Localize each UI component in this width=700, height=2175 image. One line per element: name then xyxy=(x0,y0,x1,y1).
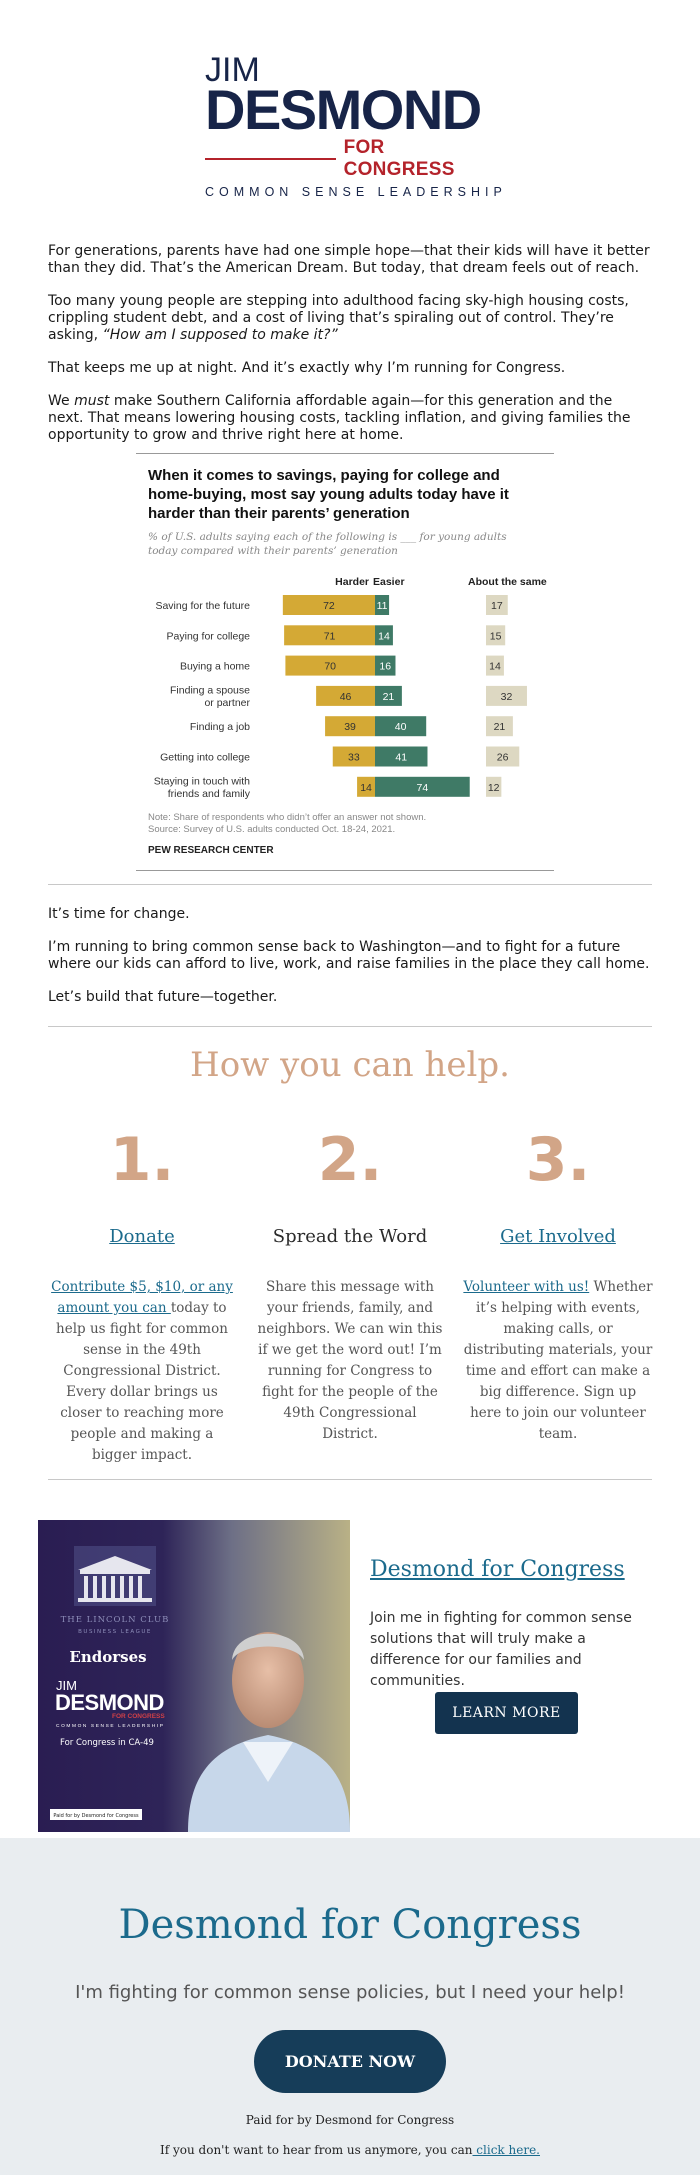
chart-value-same: 26 xyxy=(496,751,509,764)
chart-value-easier: 21 xyxy=(382,690,395,703)
step-number: 1. xyxy=(109,1125,175,1195)
volunteer-link[interactable]: Volunteer with us! xyxy=(463,1279,590,1295)
chart-value-easier: 41 xyxy=(395,751,408,764)
closing-paragraph-1: It’s time for change. xyxy=(48,906,190,922)
chart-value-easier: 40 xyxy=(394,721,407,734)
intro-paragraph-2-text: Too many young people are stepping into adulthood facing sky-high housing costs, crippling student debt, and a cost of living that’s spiraling out of control. They’re asking, xyxy=(48,293,629,343)
logo-for-congress: FOR CONGRESS xyxy=(343,137,455,180)
chart-category-label: Paying for college xyxy=(166,630,250,643)
chart-category-label: Finding a spouse or partner xyxy=(170,684,250,710)
img-desmond: DESMOND xyxy=(55,1690,164,1715)
chart-note-block xyxy=(148,812,426,836)
img-club: THE LINCOLN CLUB xyxy=(60,1615,170,1625)
closing-copy xyxy=(48,906,652,1022)
intro-paragraph-1: For generations, parents have had one simple hope—that their kids will have it better than they did. That’s the American Dream. But today, that dream feels out of reach. xyxy=(48,243,650,276)
closing-paragraph-2: I’m running to bring common sense back to Washington—and to fight for a future where our kids can afford to live, work, and raise families in the place they call home. xyxy=(48,939,650,972)
endorsement-graphic xyxy=(38,1520,350,1832)
chart-category-label: Staying in touch with friends and family xyxy=(153,775,250,801)
chart-value-harder: 14 xyxy=(360,781,372,794)
chart-value-same: 15 xyxy=(489,630,502,643)
chart-value-harder: 72 xyxy=(323,600,335,612)
intro-paragraph-3: That keeps me up at night. And it’s exactly why I’m running for Congress. xyxy=(48,360,566,376)
footer-subtitle: I'm fighting for common sense policies, but I need your help! xyxy=(75,1982,625,2003)
paid-for-notice: Paid for by Desmond for Congress xyxy=(245,2113,455,2127)
spread-body: Share this message with your friends, family, and neighbors. We can win this if we get the word out! I’m running for Congress to fight for the people of the 49th Congressional District. xyxy=(257,1279,443,1442)
divider xyxy=(48,1026,652,1027)
intro-emphasis: must xyxy=(74,393,110,409)
chart-title: When it comes to savings, paying for college and home-buying, most say young adults today have it harder than their parents’ generation xyxy=(148,467,509,522)
chart-value-same: 32 xyxy=(500,690,513,703)
chart-header-same: About the same xyxy=(468,576,547,588)
chart-source: Source: Survey of U.S. adults conducted Oct. 18-24, 2021. xyxy=(148,824,396,835)
chart-value-same: 21 xyxy=(493,721,506,734)
divider xyxy=(48,884,652,885)
chart-value-same: 12 xyxy=(487,781,500,794)
chart-value-harder: 39 xyxy=(344,721,356,734)
chart-category-label: Buying a home xyxy=(179,660,250,673)
chart-value-same: 17 xyxy=(491,600,503,612)
promo-text: Join me in fighting for common sense solutions that will truly make a difference for our families and communities. xyxy=(370,1610,632,1689)
logo-jim: JIM xyxy=(205,51,260,89)
chart-subtitle: % of U.S. adults saying each of the following is ___ for young adults today compared with their parents’ generation xyxy=(148,531,507,557)
img-league: BUSINESS LEAGUE xyxy=(78,1629,152,1635)
help-column-spread xyxy=(255,1125,445,1445)
chart-value-harder: 33 xyxy=(348,751,360,764)
img-district: For Congress in CA-49 xyxy=(60,1738,154,1748)
img-paid: Paid for by Desmond for Congress xyxy=(53,1813,139,1819)
closing-paragraph-3: Let’s build that future—together. xyxy=(48,989,278,1005)
chart-category-label: Finding a job xyxy=(189,721,250,734)
pew-chart xyxy=(136,453,554,871)
chart-category-label: Getting into college xyxy=(160,751,250,764)
chart-value-easier: 14 xyxy=(378,630,390,643)
unsubscribe-text: If you don't want to hear from us anymore, you can xyxy=(160,2143,473,2157)
learn-more-button[interactable]: LEARN MORE xyxy=(435,1692,578,1734)
footer-title: Desmond for Congress xyxy=(118,1902,582,1948)
promo-title-link[interactable]: Desmond for Congress xyxy=(370,1557,625,1582)
step-number: 2. xyxy=(317,1125,383,1195)
intro-paragraph-4 xyxy=(48,393,652,444)
intro-copy xyxy=(48,243,652,460)
intro-quote: “How am I supposed to make it?” xyxy=(102,327,338,343)
logo-desmond: DESMOND xyxy=(205,78,481,141)
donate-now-button[interactable]: DONATE NOW xyxy=(254,2030,446,2093)
chart-value-harder: 71 xyxy=(323,630,336,643)
lincoln-memorial-icon xyxy=(74,1546,156,1606)
intro-paragraph-2 xyxy=(48,293,652,344)
intro-paragraph-4-b: make Southern California affordable again—for this generation and the next. That means lowering housing costs, tackling inflation, and giving families the opportunity to grow and thrive right here at home. xyxy=(48,393,631,443)
involved-body xyxy=(463,1277,653,1445)
logo-red-line xyxy=(205,158,336,160)
chart-credit: PEW RESEARCH CENTER xyxy=(148,845,274,856)
chart-value-easier: 74 xyxy=(416,781,429,794)
chart-header-harder: Harder xyxy=(335,576,369,588)
footer xyxy=(0,1838,700,2175)
donate-body-text: today to help us fight for common sense in the 49th Congressional District. Every dollar brings us closer to reaching more people and making a bigger impact. xyxy=(56,1300,228,1463)
spread-heading: Spread the Word xyxy=(272,1226,428,1247)
intro-paragraph-4-a: We xyxy=(48,393,75,409)
involved-heading xyxy=(463,1225,653,1249)
img-tagline: COMMON SENSE LEADERSHIP xyxy=(56,1724,165,1729)
chart-header-easier: Easier xyxy=(373,576,405,588)
donate-heading xyxy=(47,1225,237,1249)
chart-value-harder: 70 xyxy=(324,660,337,673)
chart-value-easier: 11 xyxy=(376,600,388,612)
help-heading: How you can help. xyxy=(190,1045,510,1085)
divider xyxy=(48,1479,652,1480)
chart-value-easier: 16 xyxy=(379,660,392,673)
img-for-congress: FOR CONGRESS xyxy=(112,1713,165,1720)
logo-tagline: COMMON SENSE LEADERSHIP xyxy=(205,185,507,199)
get-involved-link[interactable]: Get Involved xyxy=(500,1226,616,1247)
chart-note: Note: Share of respondents who didn’t offer an answer not shown. xyxy=(148,812,427,823)
img-endorses: Endorses xyxy=(69,1648,147,1666)
help-column-involved xyxy=(463,1125,653,1445)
chart-plot xyxy=(136,454,554,872)
campaign-logo xyxy=(0,51,700,199)
involved-body-text: Whether it’s helping with events, making calls, or distributing materials, your time and effort can make a big difference. Sign up here to join our volunteer team. xyxy=(463,1279,653,1442)
endorsement-image[interactable] xyxy=(38,1520,350,1832)
chart-value-same: 14 xyxy=(489,660,501,673)
contribute-link[interactable]: Contribute $5, $10, or any amount you can xyxy=(51,1279,233,1316)
chart-category-label: Saving for the future xyxy=(155,600,250,612)
unsubscribe-line xyxy=(0,2143,700,2157)
donate-body xyxy=(47,1277,237,1466)
unsubscribe-link[interactable]: click here. xyxy=(472,2143,540,2157)
help-column-donate xyxy=(47,1125,237,1466)
step-number: 3. xyxy=(525,1125,591,1195)
chart-value-harder: 46 xyxy=(339,690,352,703)
candidate-photo xyxy=(188,1632,350,1832)
donate-link[interactable]: Donate xyxy=(109,1226,175,1247)
img-jim: JIM xyxy=(56,1678,77,1693)
